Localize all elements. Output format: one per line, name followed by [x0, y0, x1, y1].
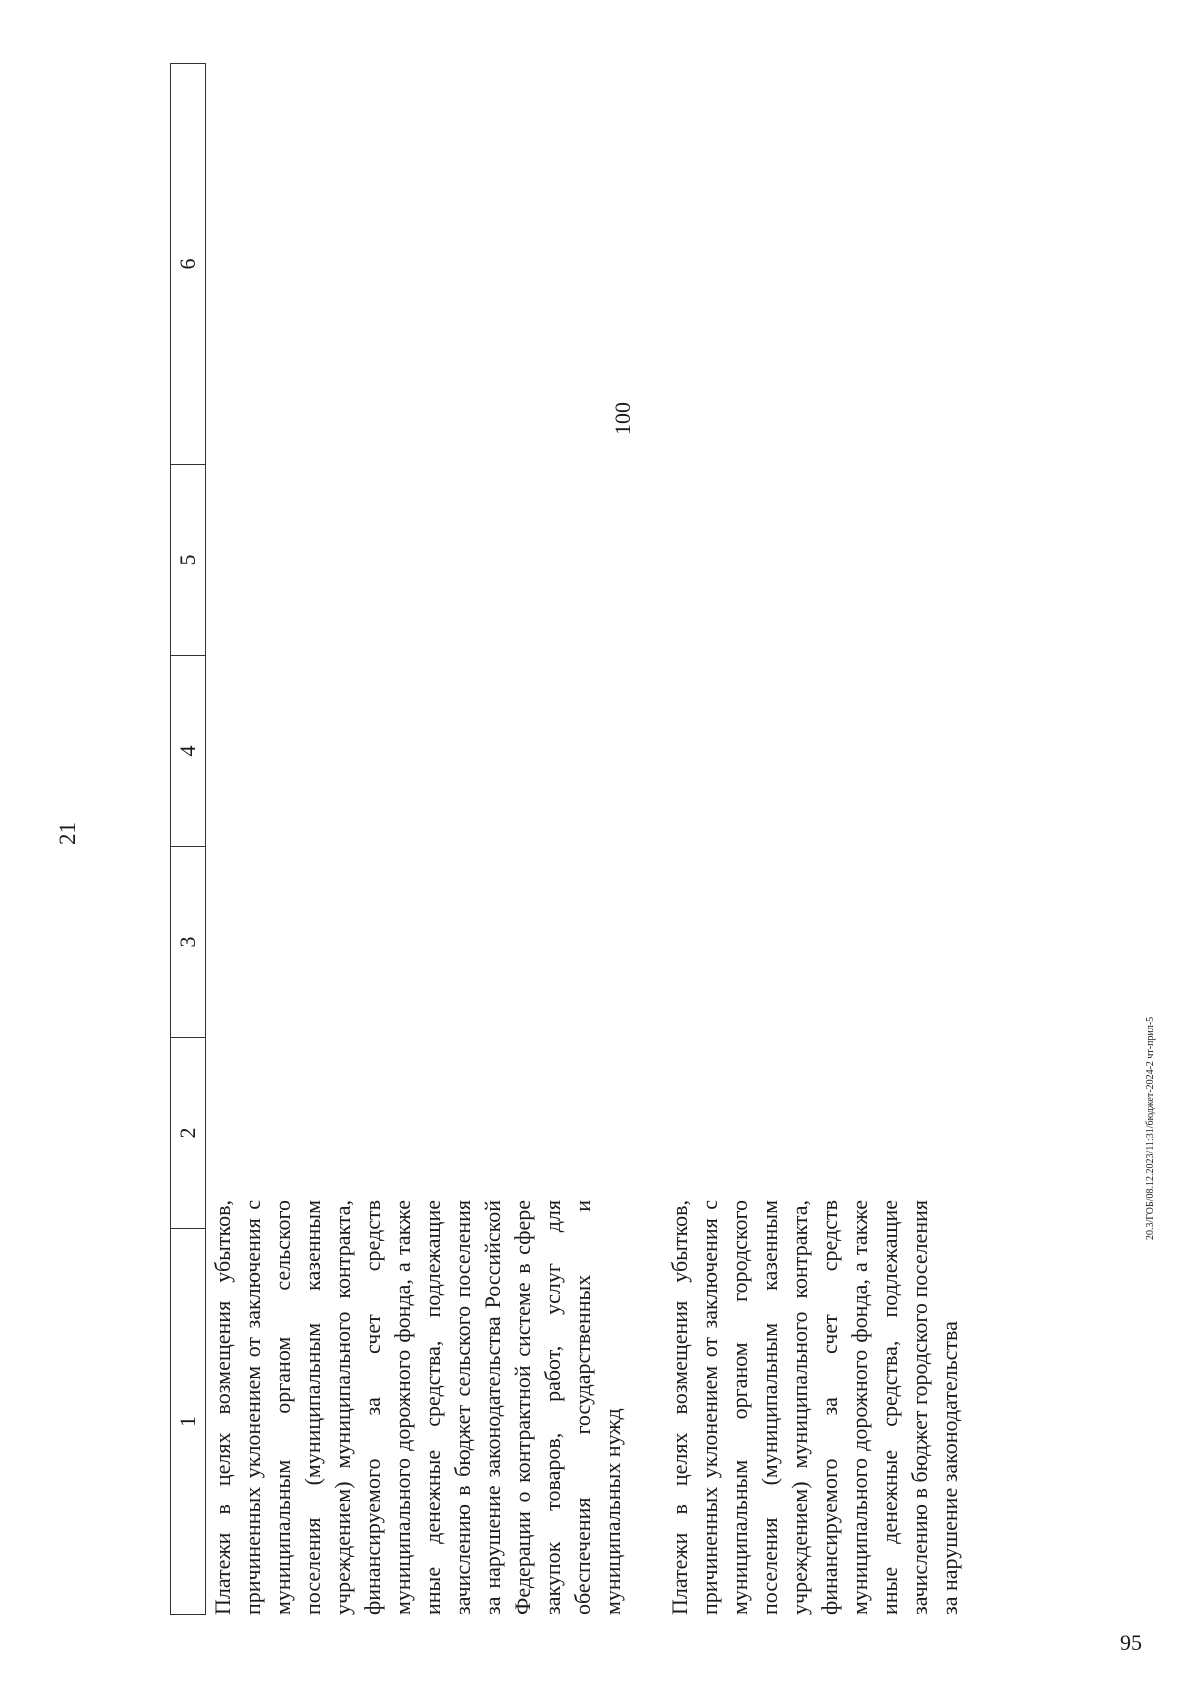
document-footer-code: 20.3/ГОБ/08.12.2023/11:31/бюджет-2024-2 чт-прил-5	[1145, 1016, 1156, 1240]
column-header-3: 3	[171, 847, 206, 1038]
column-header-2: 2	[171, 1038, 206, 1229]
column-header-1: 1	[171, 1229, 206, 1615]
page-number-bottom: 95	[1120, 1630, 1142, 1655]
column-header-6: 6	[171, 64, 206, 465]
page-number-top: 21	[55, 822, 80, 845]
table-row-2-description: Платежи в целях возмещения убытков, причиненных уклонением от заключения с муниципальным органом городского поселения (муниципальным казенным учреждением) муниципального контракта, финансируемого за счет средств муниципального дорожного фонда, а также иные денежные средства, подлежащие зачислению в бюджет городского поселения за нарушение законодательства	[667, 1200, 962, 1615]
column-header-row	[170, 63, 206, 1615]
column-header-4: 4	[171, 656, 206, 847]
table-row-1-value: 100	[610, 402, 635, 435]
rotated-table-sheet	[170, 70, 1200, 1615]
column-header-5: 5	[171, 465, 206, 656]
table-row-1-description: Платежи в целях возмещения убытков, причиненных уклонением от заключения с муниципальным органом сельского поселения (муниципальным казенным учреждением) муниципального контракта, финансируемого за счет средств муниципального дорожного фонда, а также иные денежные средства, подлежащие зачислению в бюджет сельского поселения за нарушение законодательства Российской Федерации о контрактной системе в сфере закупок товаров, работ, услуг для обеспечения государственных и муниципальных нужд	[210, 1200, 625, 1615]
